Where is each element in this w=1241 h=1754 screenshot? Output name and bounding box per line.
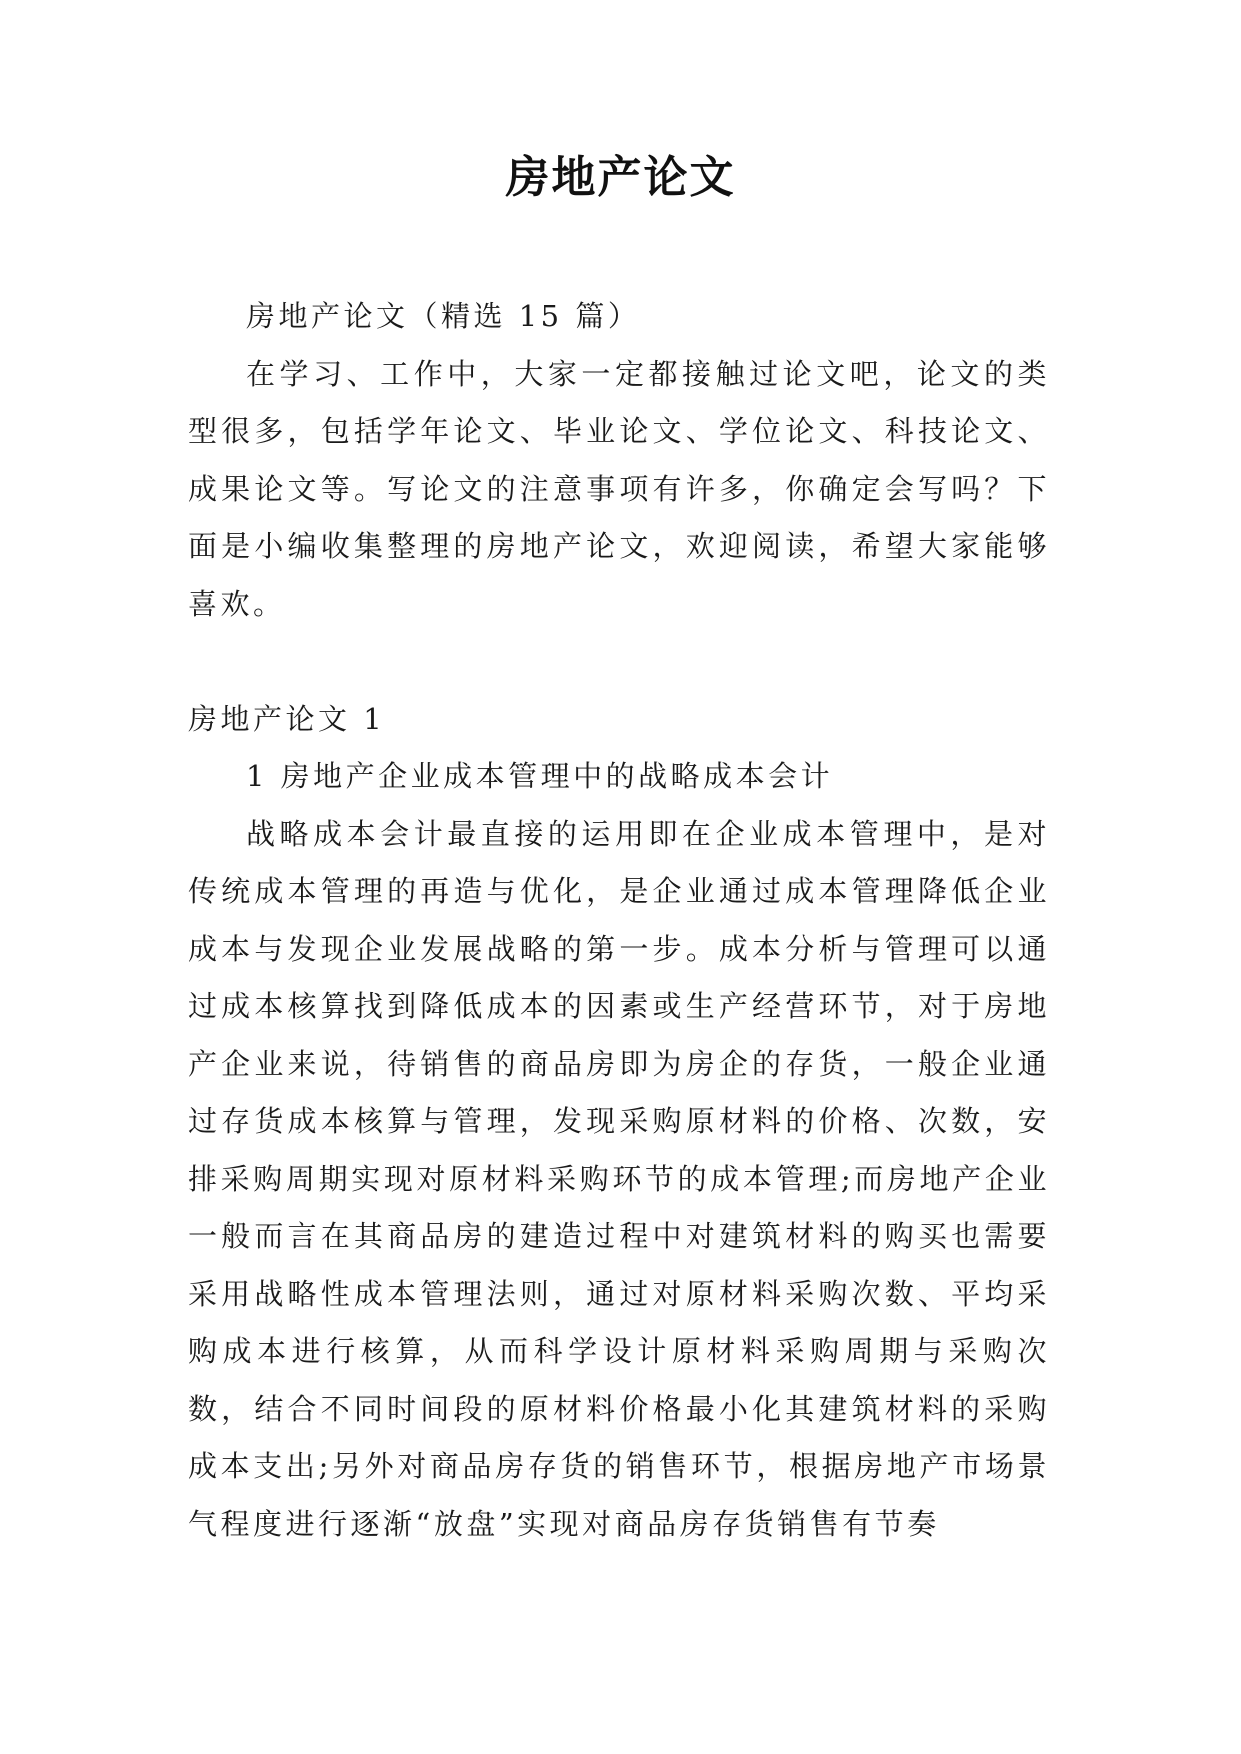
document-subtitle: 房地产论文（精选 15 篇） bbox=[246, 299, 641, 333]
document-title: 房地产论文 bbox=[505, 152, 736, 203]
intro-paragraph: 在学习、工作中，大家一定都接触过论文吧，论文的类型很多，包括学年论文、毕业论文、学位论文、科技论文、成果论文等。写论文的注意事项有许多，你确定会写吗？下面是小编收集整理的房地产论文，欢迎阅读，希望大家能够喜欢。 bbox=[188, 356, 1050, 621]
section-paragraph: 战略成本会计最直接的运用即在企业成本管理中，是对传统成本管理的再造与优化，是企业通过成本管理降低企业成本与发现企业发展战略的第一步。成本分析与管理可以通过成本核算找到降低成本的因素或生产经营环节，对于房地产企业来说，待销售的商品房即为房企的存货，一般企业通过存货成本核算与管理，发现采购原材料的价格、次数，安排采购周期实现对原材料采购环节的成本管理;而房地产企业一般而言在其商品房的建造过程中对建筑材料的购买也需要采用战略性成本管理法则，通过对原材料采购次数、平均采购成本进行核算，从而科学设计原材料采购周期与采购次数，结合不同时间段的原材料价格最小化其建筑材料的采购成本支出;另外对商品房存货的销售环节，根据房地产市场景气程度进行逐渐“放盘”实现对商品房存货销售有节奏 bbox=[188, 816, 1050, 1541]
document-body bbox=[188, 288, 1050, 1553]
section-heading: 房地产论文 1 bbox=[188, 701, 386, 736]
section-subheading: 1 房地产企业成本管理中的战略成本会计 bbox=[246, 759, 834, 793]
paragraph-gap bbox=[188, 633, 1050, 691]
